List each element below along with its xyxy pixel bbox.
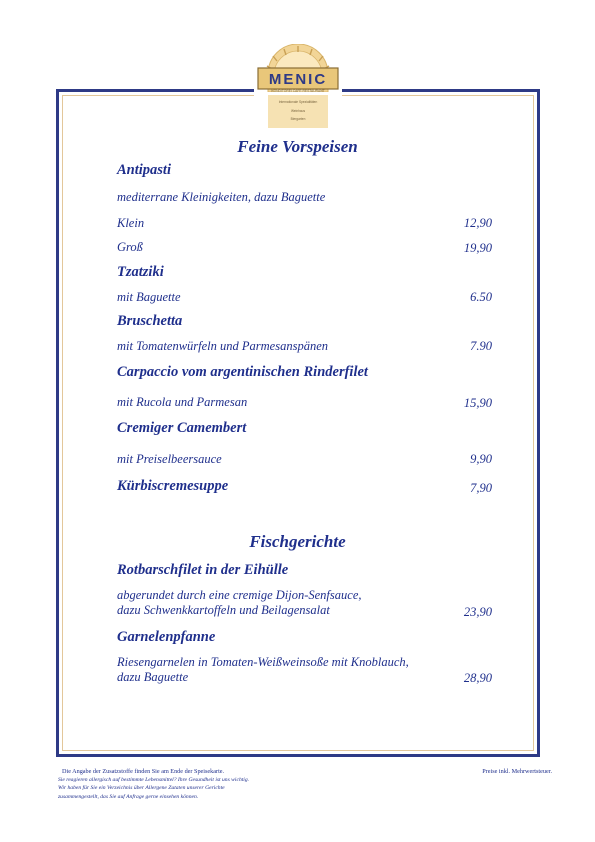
logo-name: MENIC xyxy=(268,71,328,88)
logo-emblem-icon xyxy=(254,44,342,92)
logo-plate xyxy=(268,95,328,128)
dish-description-line-2: dazu Baguette xyxy=(117,670,189,684)
dish-title: Garnelenpfanne xyxy=(117,629,216,645)
logo-line-3: Biergarten xyxy=(290,117,306,121)
footer-vat-note: Preise inkl. Mehrwertsteuer. xyxy=(482,768,552,775)
dish-title: Cremiger Camembert xyxy=(117,420,247,436)
dish-title: Rotbarschfilet in der Eihülle xyxy=(117,562,289,578)
dish-description: mit Baguette xyxy=(117,290,181,304)
dish-description-line-2: dazu Schwenkkartoffeln und Beilagensalat xyxy=(117,603,330,617)
dish-description: Groß xyxy=(117,240,143,254)
allergen-line-1: Sie reagieren allergisch auf bestimmte Lebensmittel? Ihre Gesundheit ist uns wichtig. xyxy=(58,777,250,783)
dish-title: Bruschetta xyxy=(117,313,183,329)
footer-allergen-note xyxy=(58,776,249,801)
logo-line-1: Internationale Spezialitäten xyxy=(278,100,318,104)
dish-description: abgerundet durch eine cremige Dijon-Senfsauce, xyxy=(117,588,362,602)
dish-description: Klein xyxy=(117,216,145,230)
dish-price: 15,90 xyxy=(463,396,492,410)
logo-line-2: Weinhaus xyxy=(290,109,306,113)
dish-price: 19,90 xyxy=(463,241,492,255)
allergen-line-2: Wir haben für Sie ein Verzeichnis über Allergene Zutaten unserer Gerichte xyxy=(58,785,225,792)
restaurant-logo xyxy=(254,44,342,128)
section-title-fischgerichte: Fischgerichte xyxy=(249,532,346,551)
dish-title: Kürbiscremesuppe xyxy=(117,478,229,494)
allergen-line-3: zusammengestellt, das Sie auf Anfrage gerne einsehen können. xyxy=(58,793,199,800)
dish-description: mit Rucola und Parmesan xyxy=(117,395,248,409)
dish-price: 9,90 xyxy=(470,452,492,466)
dish-price: 28,90 xyxy=(463,671,492,685)
dish-price: 7,90 xyxy=(470,481,492,495)
logo-tagline: KONDITOREI CAFÉ RESTAURANT xyxy=(271,89,325,93)
footer-additives-note: Die Angabe der Zusatzstoffe finden Sie am Ende der Speisekarte. xyxy=(62,768,225,775)
dish-description: mit Preiselbeersauce xyxy=(117,452,222,466)
section-title-vorspeisen: Feine Vorspeisen xyxy=(237,137,358,156)
dish-title: Tzatziki xyxy=(117,264,164,280)
dish-price: 12,90 xyxy=(463,216,492,230)
dish-title: Carpaccio vom argentinischen Rinderfilet xyxy=(117,364,368,380)
dish-price: 6.50 xyxy=(470,290,492,304)
dish-title: Antipasti xyxy=(117,162,171,178)
dish-price: 23,90 xyxy=(463,605,492,619)
dish-description: mit Tomatenwürfeln und Parmesanspänen xyxy=(117,339,328,353)
dish-description: mediterrane Kleinigkeiten, dazu Baguette xyxy=(117,190,326,204)
dish-description: Riesengarnelen in Tomaten-Weißweinsoße mit Knoblauch, xyxy=(117,655,409,669)
dish-price: 7.90 xyxy=(470,339,492,353)
